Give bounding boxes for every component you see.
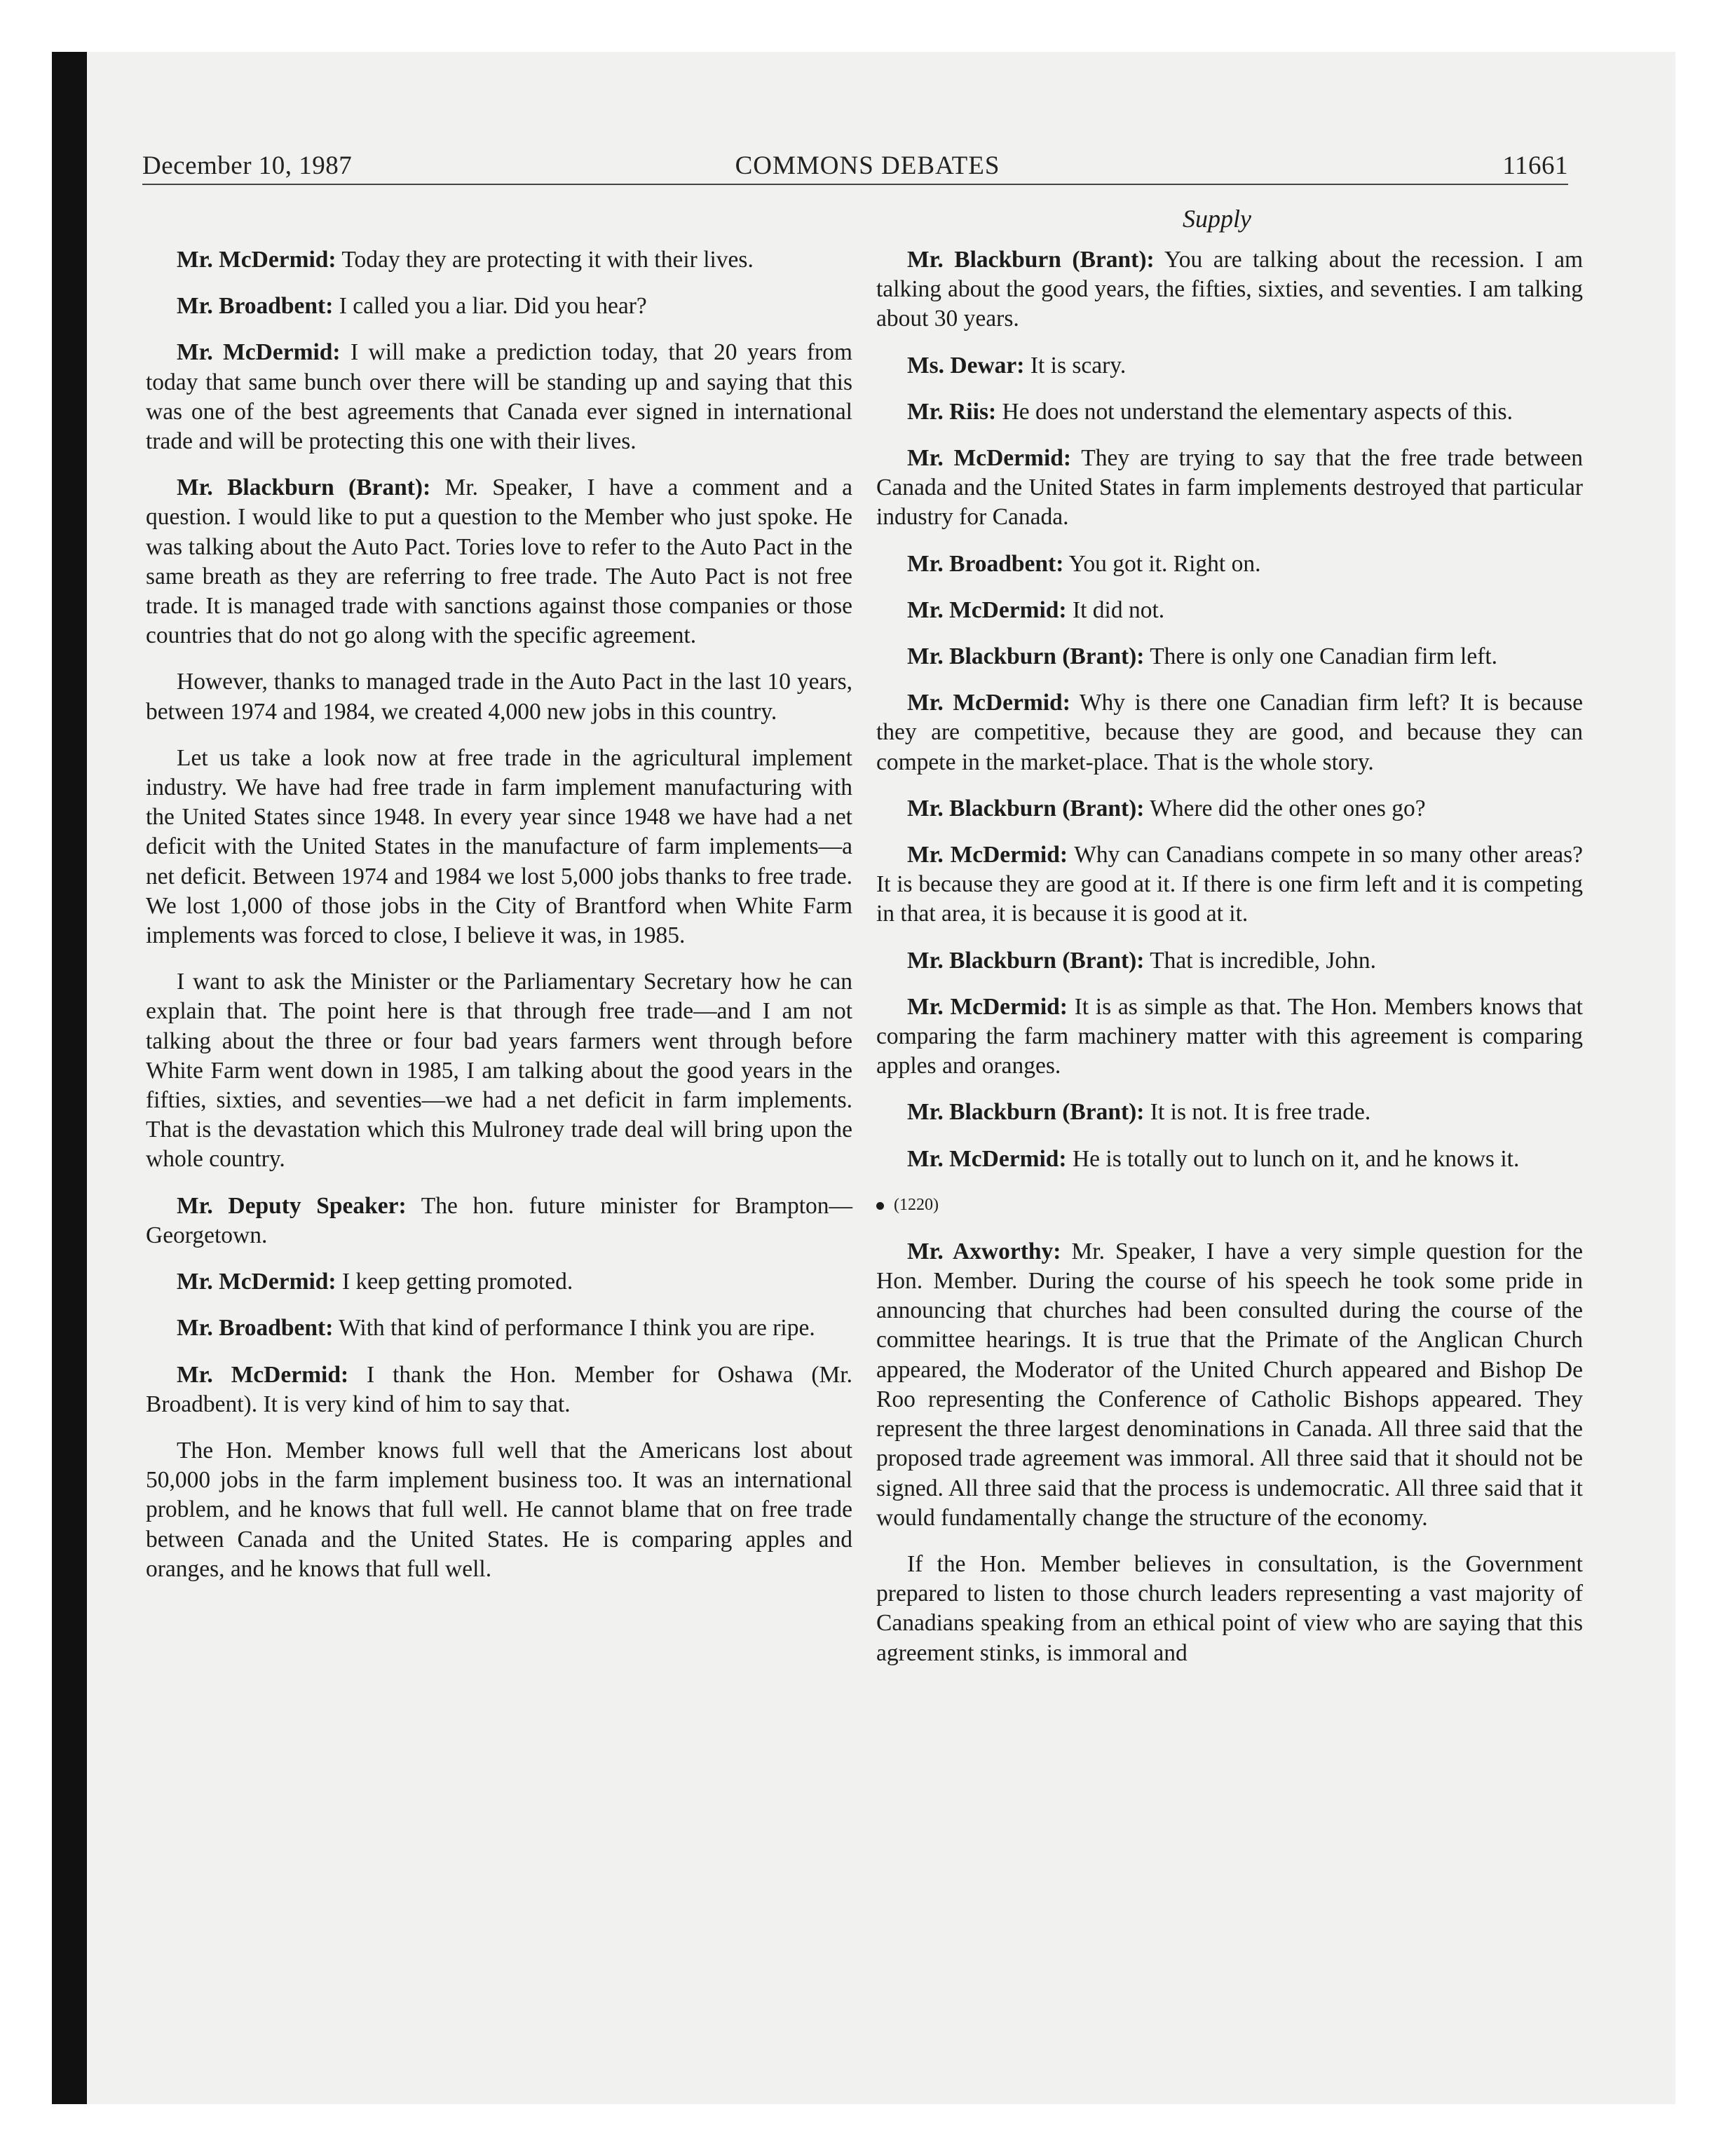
paragraph-text: Where did the other ones go? bbox=[1150, 795, 1426, 821]
paragraph-text: He is totally out to lunch on it, and he knows it. bbox=[1072, 1145, 1520, 1172]
paragraph-text: Today they are protecting it with their lives. bbox=[341, 247, 754, 273]
debate-paragraph bbox=[146, 1314, 852, 1343]
paragraph-text: It is not. It is free trade. bbox=[1150, 1099, 1371, 1126]
paragraph-text: I keep getting promoted. bbox=[341, 1269, 573, 1295]
debate-paragraph bbox=[876, 688, 1583, 777]
speaker-name: Mr. McDermid: bbox=[177, 339, 341, 366]
paragraph-text: Mr. Speaker, I have a very simple question for the Hon. Member. During the course of his speech he took some pride in announcing that churches had been consulted during the course of the committee hearings. It is true that the Primate of the Anglican Church appeared, the Moderator of the United Church appeared and Bishop De Roo representing the Conference of Catholic Bishops appeared. They represent the three largest denominations in Canada. All three said that the proposed trade agreement was immoral. All three said that it should not be signed. All three said that the process is undemocratic. All three said that it would fundamentally change the structure of the economy. bbox=[876, 1238, 1584, 1531]
paragraph-text: Why is there one Canadian firm left? It is because they are competitive, because they are good, and because they can compete in the market-place. That is the whole story. bbox=[876, 690, 1583, 775]
debate-paragraph bbox=[876, 397, 1583, 427]
debate-paragraph bbox=[876, 351, 1583, 381]
speaker-name: Mr. McDermid: bbox=[907, 1145, 1067, 1172]
debate-paragraph bbox=[876, 1098, 1583, 1127]
debate-paragraph bbox=[876, 946, 1583, 976]
time-marker-text: (1220) bbox=[894, 1195, 939, 1214]
debate-paragraph bbox=[146, 1436, 852, 1584]
debate-paragraph bbox=[876, 1145, 1583, 1174]
paragraph-text: It is scary. bbox=[1030, 352, 1127, 378]
debate-paragraph bbox=[876, 642, 1583, 671]
speaker-name: Mr. McDermid: bbox=[907, 993, 1068, 1020]
speaker-name: Mr. Blackburn (Brant): bbox=[907, 795, 1145, 821]
speaker-name: Mr. McDermid: bbox=[177, 247, 336, 273]
speaker-name: Mr. Broadbent: bbox=[177, 293, 334, 320]
speaker-name: Mr. McDermid: bbox=[907, 842, 1068, 868]
speaker-name: Mr. Deputy Speaker: bbox=[177, 1192, 407, 1219]
debate-paragraph bbox=[876, 794, 1583, 824]
speaker-name: Mr. McDermid: bbox=[907, 690, 1070, 716]
binding-edge bbox=[52, 52, 87, 2104]
debate-paragraph bbox=[876, 840, 1583, 929]
paragraph-text: I called you a liar. Did you hear? bbox=[339, 293, 647, 320]
debate-paragraph bbox=[146, 338, 852, 456]
debate-paragraph bbox=[876, 1550, 1583, 1668]
paragraph-text: You are talking about the recession. I am talking about the good years, the fifties, sixties, and seventies. I am talking about 30 years. bbox=[876, 247, 1583, 332]
debate-paragraph bbox=[146, 967, 852, 1174]
paragraph-text: I will make a prediction today, that 20 years from today that same bunch over there will be standing up and saying that this was one of the best agreements that Canada ever signed in international trade and will be protecting this one with their lives. bbox=[146, 339, 852, 455]
section-label: Supply bbox=[1183, 205, 1251, 233]
debate-paragraph bbox=[146, 1192, 852, 1250]
speaker-name: Mr. Broadbent: bbox=[907, 550, 1064, 577]
paragraph-text: They are trying to say that the free trade between Canada and the United States in farm implements destroyed that particular industry for Canada. bbox=[876, 445, 1583, 531]
speaker-name: Mr. Blackburn (Brant): bbox=[907, 1099, 1145, 1126]
debate-paragraph bbox=[146, 667, 852, 726]
debate-paragraph bbox=[876, 245, 1583, 334]
paragraph-text: Let us take a look now at free trade in the agricultural implement industry. We have had free trade in farm implement manufacturing with the United States since 1948. In every year since 1948 we have had a net deficit with the United States in the manufacture of farm implements—a net deficit. Between 1974 and 1984 we lost 5,000 jobs thanks to free trade. We lost 1,000 of those jobs in the City of Brantford when White Farm implements was forced to close, I believe it was, in 1985. bbox=[146, 744, 852, 949]
paragraph-text: It did not. bbox=[1072, 596, 1165, 623]
speaker-name: Mr. Blackburn (Brant): bbox=[907, 947, 1145, 974]
speaker-name: Mr. Blackburn (Brant): bbox=[907, 643, 1145, 670]
header-title: COMMONS DEBATES bbox=[735, 151, 1000, 180]
speaker-name: Mr. McDermid: bbox=[907, 596, 1067, 623]
time-marker bbox=[876, 1191, 1583, 1219]
paragraph-text: If the Hon. Member believes in consultation, is the Government prepared to listen to those church leaders representing a vast majority of Canadians speaking from an ethical point of view who are saying that this agreement stinks, is immoral and bbox=[876, 1550, 1583, 1666]
debate-paragraph bbox=[146, 245, 852, 275]
header-page-number: 11661 bbox=[1502, 151, 1568, 180]
speaker-name: Ms. Dewar: bbox=[907, 352, 1025, 378]
header-date: December 10, 1987 bbox=[142, 151, 353, 180]
speaker-name: Mr. Axworthy: bbox=[907, 1238, 1061, 1264]
paragraph-text: Why can Canadians compete in so many other areas? It is because they are good at it. If there is one firm left and it is competing in that area, it is because it is good at it. bbox=[876, 842, 1583, 927]
paragraph-text: There is only one Canadian firm left. bbox=[1150, 643, 1498, 670]
paragraph-text: You got it. Right on. bbox=[1068, 550, 1261, 577]
speaker-name: Mr. McDermid: bbox=[177, 1269, 336, 1295]
speaker-name: Mr. McDermid: bbox=[907, 445, 1072, 472]
paragraph-text: Mr. Speaker, I have a comment and a question. I would like to put a question to the Member who just spoke. He was talking about the Auto Pact. Tories love to refer to the Auto Pact in the same breath as they are referring to free trade. The Auto Pact is not free trade. It is managed trade with sanctions against those companies or those countries that do not go along with the specific agreement. bbox=[146, 475, 853, 649]
speaker-name: Mr. Blackburn (Brant): bbox=[907, 247, 1155, 273]
debate-paragraph bbox=[876, 550, 1583, 579]
debate-paragraph bbox=[146, 1267, 852, 1297]
debate-paragraph bbox=[876, 444, 1583, 533]
debate-paragraph bbox=[146, 744, 852, 950]
paragraph-text: That is incredible, John. bbox=[1150, 947, 1377, 974]
left-column bbox=[146, 245, 852, 1601]
paragraph-text: The Hon. Member knows full well that the Americans lost about 50,000 jobs in the farm implement business too. It was an international problem, and he knows that full well. He cannot blame that on free trade between Canada and the United States. He is comparing apples and oranges, and he knows that full well. bbox=[146, 1437, 852, 1582]
paragraph-text: I thank the Hon. Member for Oshawa (Mr. Broadbent). It is very kind of him to say that. bbox=[146, 1361, 852, 1417]
paragraph-text: However, thanks to managed trade in the Auto Pact in the last 10 years, between 1974 and 1984, we created 4,000 new jobs in this country. bbox=[146, 669, 852, 725]
paragraph-text: It is as simple as that. The Hon. Members knows that comparing the farm machinery matter with this agreement is comparing apples and oranges. bbox=[876, 993, 1583, 1079]
debate-paragraph bbox=[876, 1237, 1583, 1533]
paragraph-text: The hon. future minister for Brampton—Georgetown. bbox=[146, 1192, 852, 1248]
debate-paragraph bbox=[146, 292, 852, 321]
speaker-name: Mr. Riis: bbox=[907, 398, 997, 425]
paragraph-text: He does not understand the elementary aspects of this. bbox=[1002, 398, 1513, 425]
debate-paragraph bbox=[146, 1360, 852, 1419]
paragraph-text: With that kind of performance I think you are ripe. bbox=[339, 1315, 815, 1342]
bullet-icon bbox=[876, 1202, 884, 1210]
debate-paragraph bbox=[876, 992, 1583, 1082]
debate-paragraph bbox=[876, 596, 1583, 625]
speaker-name: Mr. Blackburn (Brant): bbox=[177, 475, 431, 501]
debate-paragraph bbox=[146, 473, 852, 650]
speaker-name: Mr. McDermid: bbox=[177, 1361, 349, 1388]
header-rule bbox=[142, 184, 1568, 185]
speaker-name: Mr. Broadbent: bbox=[177, 1315, 334, 1342]
right-column bbox=[876, 245, 1583, 1685]
paragraph-text: I want to ask the Minister or the Parliamentary Secretary how he can explain that. The point here is that through free trade—and I am not talking about the three or four bad years farmers went through before White Farm went down in 1985, I am talking about the good years in the fifties, sixties, and seventies—we had a net deficit in farm implements. That is the devastation which this Mulroney trade deal will bring upon the whole country. bbox=[146, 969, 852, 1173]
